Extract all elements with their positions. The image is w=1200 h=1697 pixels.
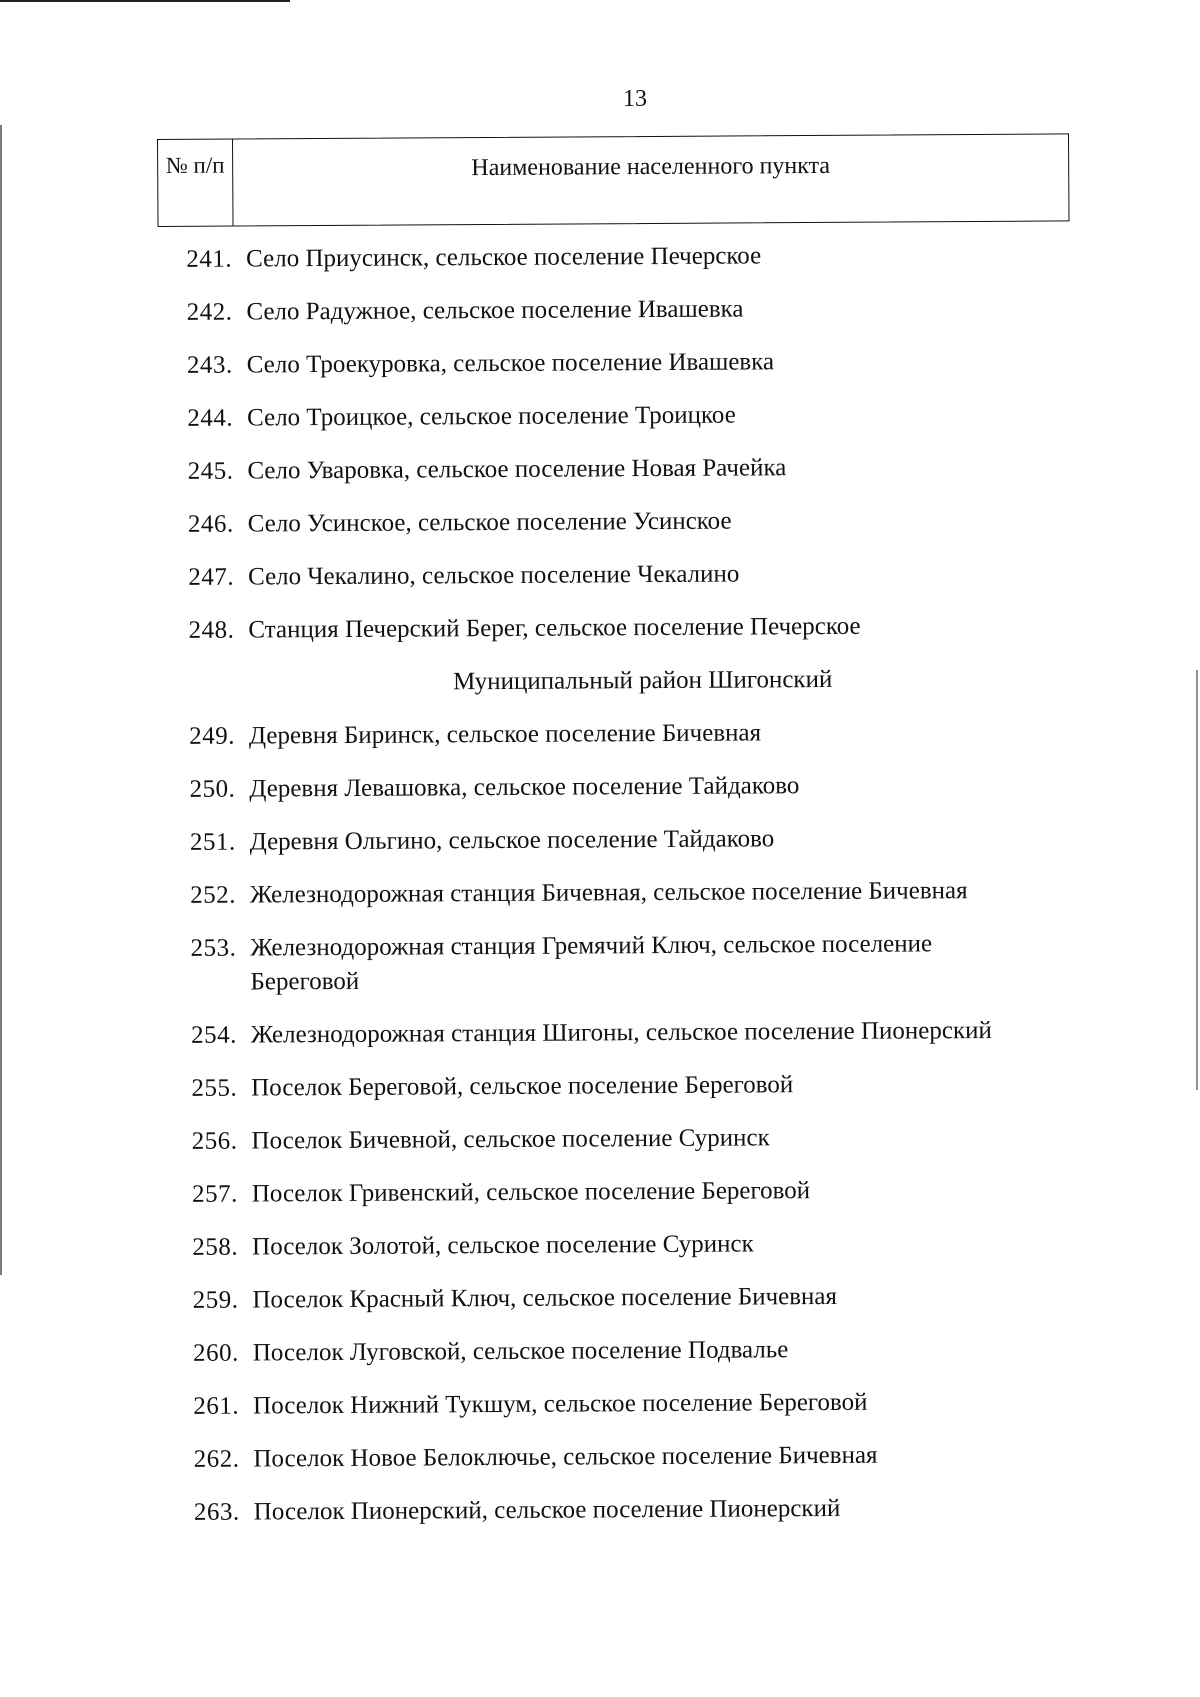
scan-edge-top xyxy=(0,0,290,2)
list-item xyxy=(171,449,1071,488)
list-item xyxy=(176,1278,1076,1317)
settlement-name: Поселок Новое Белоключье, сельское поселение Бичевная xyxy=(253,1441,878,1473)
list-item xyxy=(173,767,1073,806)
name-column-header: Наименование населенного пункта xyxy=(471,152,831,182)
settlement-name: Село Троицкое, сельское поселение Троицкое xyxy=(246,401,736,432)
item-number: 255. xyxy=(191,1074,238,1102)
settlement-name: Поселок Луговской, сельское поселение Подвалье xyxy=(252,1336,789,1367)
settlement-name: Поселок Бичевной, сельское поселение Суринск xyxy=(251,1124,770,1155)
list-item xyxy=(170,291,1070,330)
settlement-list xyxy=(170,238,1078,1549)
settlement-name: Деревня Левашовка, сельское поселение Тайдаково xyxy=(249,772,800,803)
settlement-name: Поселок Гривенский, сельское поселение Береговой xyxy=(251,1177,811,1208)
settlement-name: Село Усинское, сельское поселение Усинское xyxy=(247,507,732,538)
item-number: 245. xyxy=(187,457,234,485)
number-column-header: № п/п xyxy=(158,140,234,226)
list-item xyxy=(172,502,1072,541)
item-number: 248. xyxy=(188,616,235,644)
settlement-name: Станция Печерский Берег, сельское поселение Печерское xyxy=(248,612,861,644)
list-item xyxy=(175,1066,1075,1105)
list-item xyxy=(176,1225,1076,1264)
item-number: 244. xyxy=(187,404,234,432)
item-number: 241. xyxy=(186,245,233,273)
list-item xyxy=(174,926,1074,999)
item-number: 249. xyxy=(189,722,236,750)
settlement-name: Поселок Пионерский, сельское поселение Пионерский xyxy=(253,1494,841,1526)
settlement-name: Железнодорожная станция Гремячий Ключ, сельское поселение Береговой xyxy=(250,930,933,996)
settlement-name: Село Приусинск, сельское поселение Печерское xyxy=(246,242,762,273)
list-item xyxy=(172,608,1072,647)
page-number: 13 xyxy=(623,86,647,112)
item-number: 256. xyxy=(191,1127,238,1155)
list-item xyxy=(171,344,1071,383)
settlement-name: Поселок Нижний Тукшум, сельское поселение Береговой xyxy=(253,1388,868,1420)
item-number: 258. xyxy=(192,1233,239,1261)
item-number: 257. xyxy=(191,1180,238,1208)
item-number: 242. xyxy=(186,298,233,326)
settlement-name: Село Чекалино, сельское поселение Чекалино xyxy=(247,560,740,591)
list-item xyxy=(177,1384,1077,1423)
list-item xyxy=(178,1490,1078,1529)
item-number: 261. xyxy=(193,1392,240,1420)
list-item xyxy=(173,714,1073,753)
list-item xyxy=(172,555,1072,594)
item-number: 254. xyxy=(191,1021,237,1049)
section-heading: Муниципальный район Шигонский xyxy=(452,665,833,696)
list-item xyxy=(176,1172,1076,1211)
settlement-name: Деревня Ольгино, сельское поселение Тайдаково xyxy=(249,825,775,856)
item-number: 262. xyxy=(193,1445,240,1473)
table-header xyxy=(157,133,1070,227)
settlement-name: Поселок Береговой, сельское поселение Береговой xyxy=(251,1071,794,1102)
item-number: 260. xyxy=(192,1339,239,1367)
settlement-name: Железнодорожная станция Бичевная, сельское поселение Бичевная xyxy=(249,877,968,909)
item-number: 252. xyxy=(190,881,237,909)
item-number: 253. xyxy=(190,934,237,962)
list-item xyxy=(175,1013,1075,1052)
list-item xyxy=(177,1437,1077,1476)
settlement-name: Село Троекуровка, сельское поселение Ивашевка xyxy=(246,348,775,379)
item-number: 250. xyxy=(189,775,236,803)
item-number: 243. xyxy=(186,351,233,379)
scan-edge-right xyxy=(1196,670,1198,1090)
settlement-name: Железнодорожная станция Шигоны, сельское поселение Пионерский xyxy=(250,1016,992,1049)
item-number: 263. xyxy=(193,1498,240,1526)
list-item xyxy=(170,238,1070,277)
list-item xyxy=(174,820,1074,859)
list-item xyxy=(175,1119,1075,1158)
item-number: 246. xyxy=(187,510,234,538)
item-number: 259. xyxy=(192,1286,239,1314)
item-number: 247. xyxy=(188,563,235,591)
settlement-name: Деревня Биринск, сельское поселение Бичевная xyxy=(248,719,762,750)
settlement-name: Село Радужное, сельское поселение Ивашевка xyxy=(246,295,744,326)
item-number: 251. xyxy=(189,828,236,856)
list-item xyxy=(177,1331,1077,1370)
settlement-name: Село Уваровка, сельское поселение Новая Рачейка xyxy=(247,454,787,485)
settlement-name: Поселок Красный Ключ, сельское поселение Бичевная xyxy=(252,1282,838,1314)
scan-edge-left xyxy=(0,125,2,1275)
list-item xyxy=(171,396,1071,435)
settlement-name: Поселок Золотой, сельское поселение Суринск xyxy=(252,1230,754,1261)
list-item xyxy=(174,873,1074,912)
